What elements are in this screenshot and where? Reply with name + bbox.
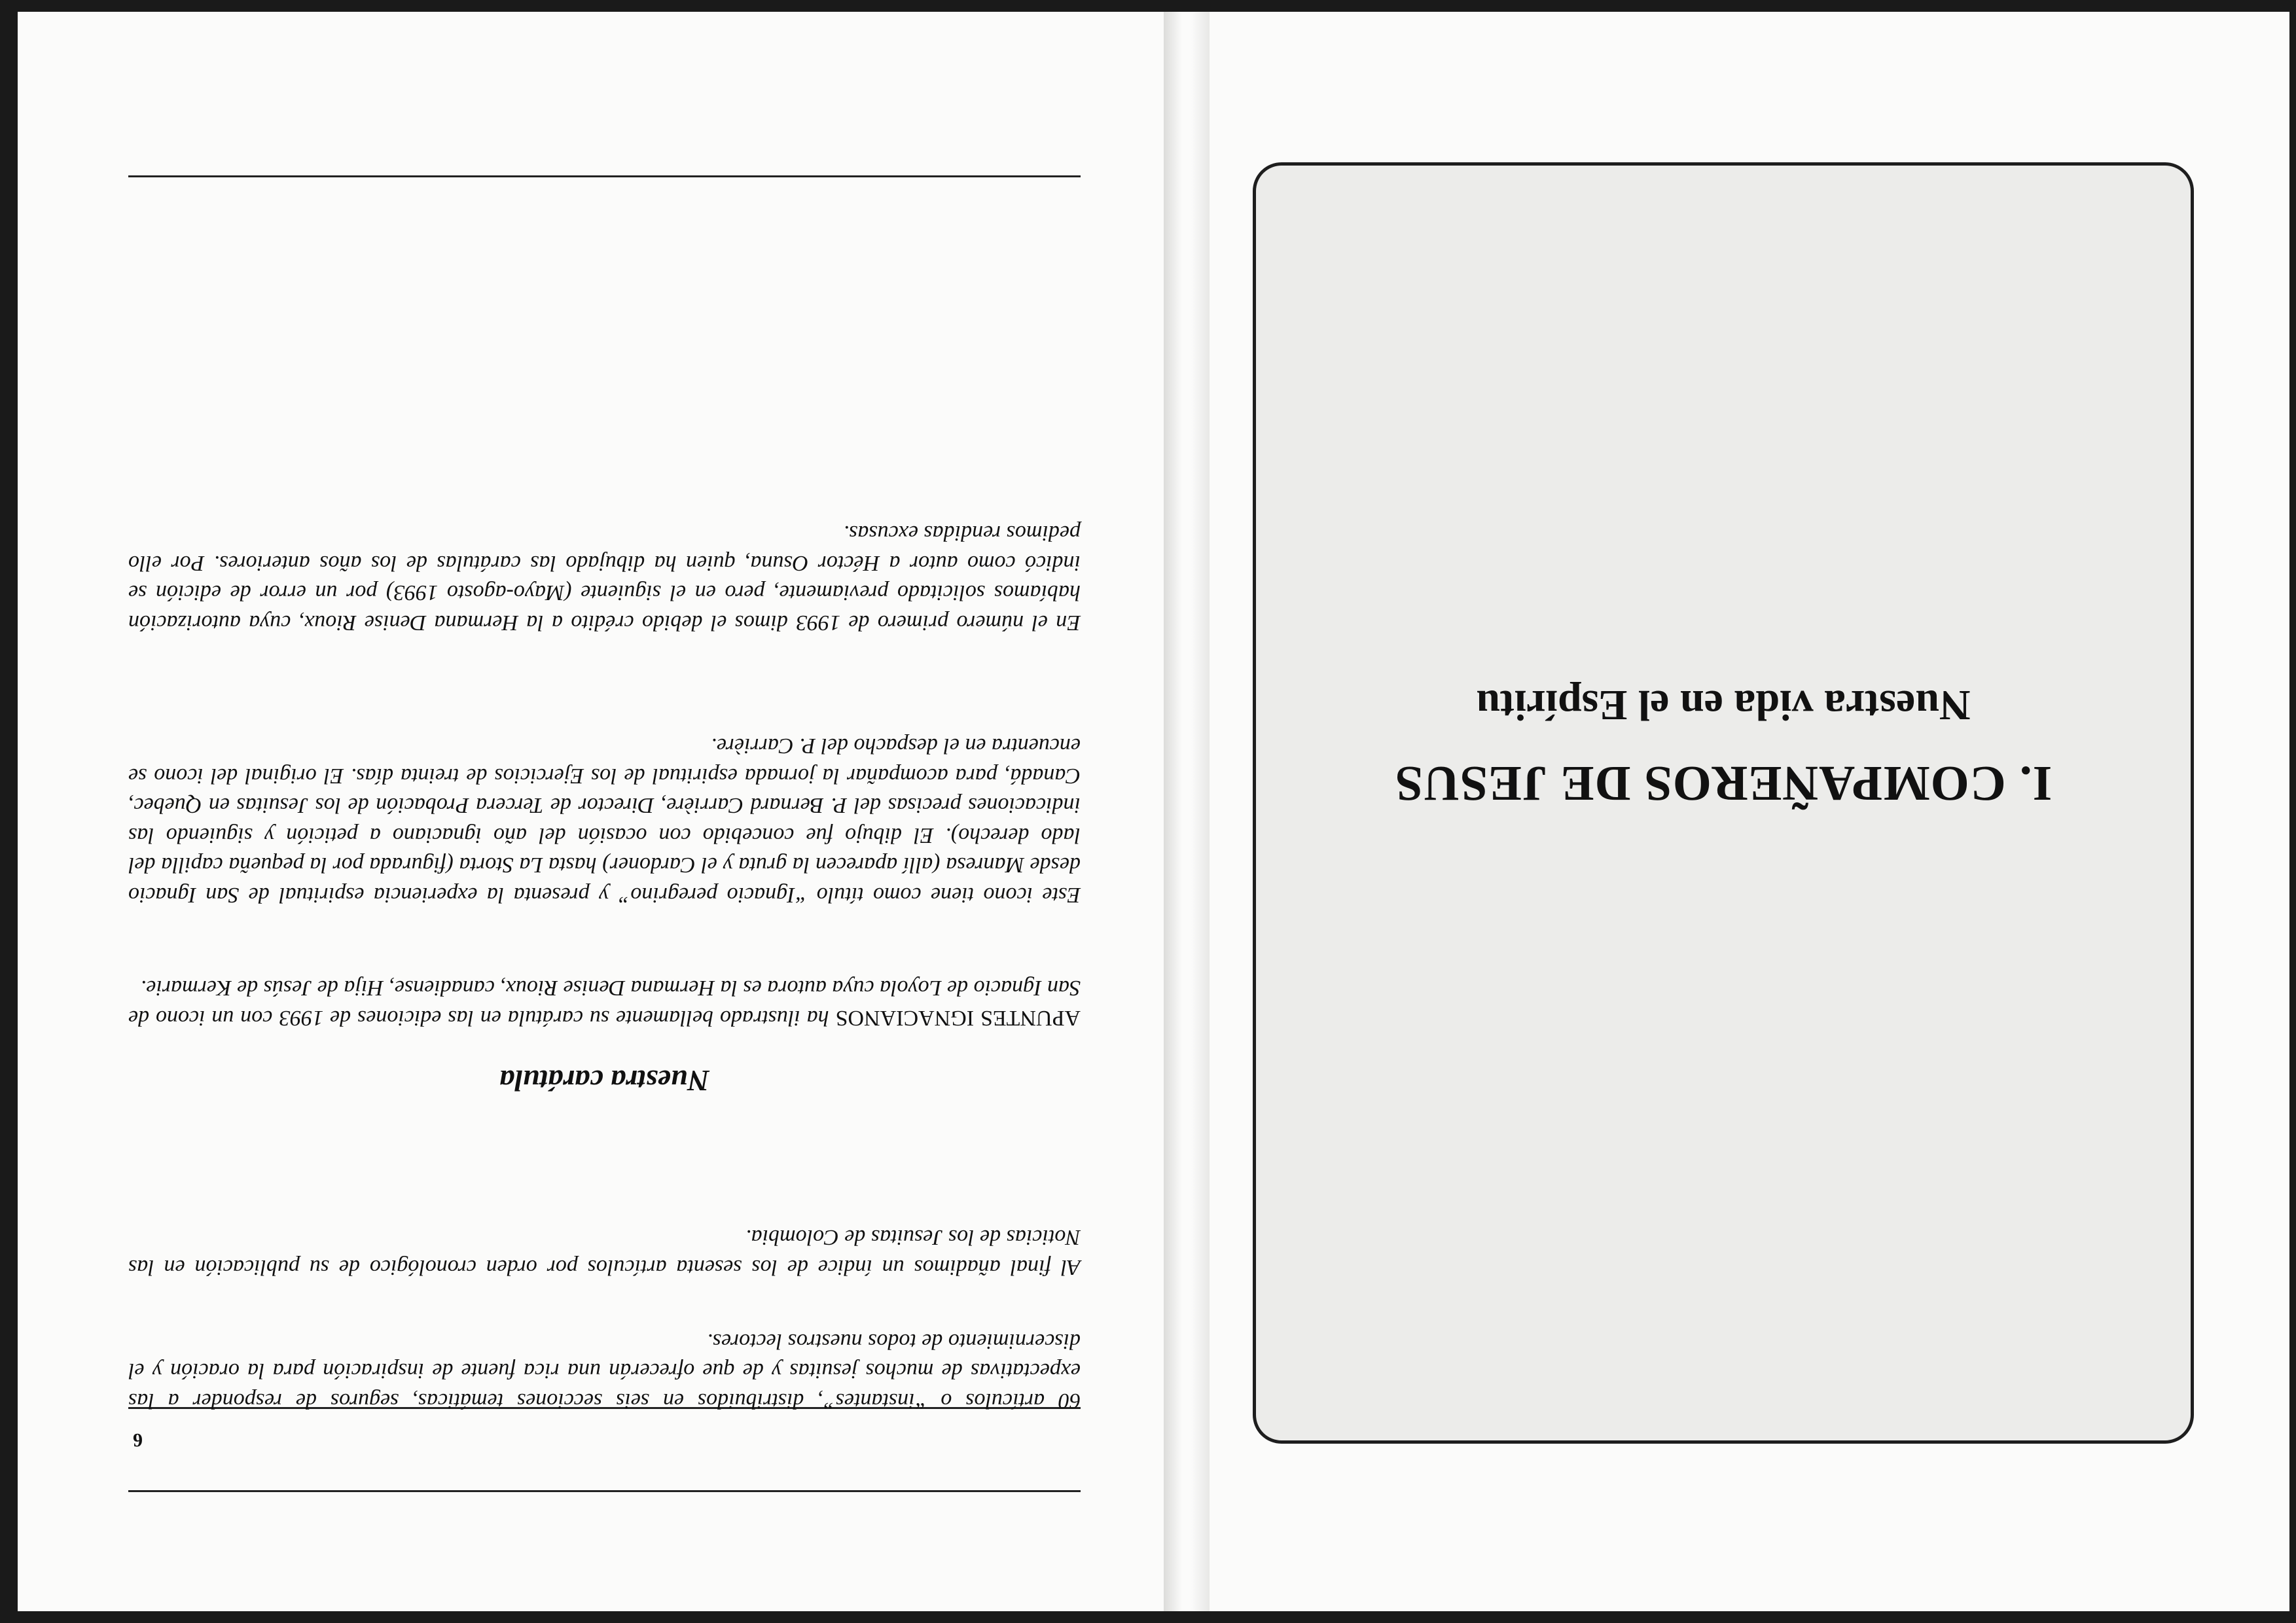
paragraph-icon	[128, 731, 1081, 910]
left-page-section-card	[1199, 12, 2289, 1611]
paragraph-text: Este icono tiene como título “Ignacio peregrino” y presenta la experiencia espiritual de San Ignacio desde Manresa (allí aparecen la gruta y el Cardoner) hasta La Storta (figurada por la pequeña capilla del lado derecho). El dibujo fue concebido con ocasión del año ignaciano a petición y siguiendo las indicaciones precisas del P. Bernard Carrière, Director de Tercera Probación de los Jesuitas en Quebec, Canadá, para acompañar la jornada espiritual de los Ejercicios de treinta días. El original del icono se encuentra en el despacho del P. Carrière.	[128, 734, 1081, 907]
page-number: 6	[133, 1429, 143, 1451]
section-title: I. COMPAÑEROS DE JESUS	[1394, 756, 2053, 811]
section-title-card	[1253, 162, 2194, 1444]
section-heading: Nuestra carátula	[499, 1064, 709, 1097]
book-gutter	[1164, 12, 1210, 1611]
paragraph-articles	[128, 1327, 1081, 1416]
paragraph-text: En el número primero de 1993 dimos el debido crédito a la Hermana Denise Rioux, cuya autorización habíamos solicitado previamente, pero en el siguiente (Mayo-agosto 1993) por un error de edición se indicó como autor a Héctor Osuna, quien ha dibujado las carátulas de los años anteriores. Por ello pedimos rendidas excusas.	[128, 521, 1081, 635]
paragraph-credit	[128, 518, 1081, 637]
paragraph-index	[128, 1222, 1081, 1282]
paragraph-text: ha ilustrado bellamente su carátula en las ediciones de 1993 con un icono de San Ignacio de Loyola cuya autora es la Hermana Denise Rioux, canadiense, Hija de Jesús de Kermarie.	[128, 976, 1081, 1030]
footer-rule	[128, 175, 1081, 177]
paragraph-cover	[128, 973, 1081, 1033]
publication-name: APUNTES IGNACIANOS	[835, 1006, 1081, 1030]
header-rule-top	[128, 1490, 1081, 1492]
paragraph-text: Al final añadimos un índice de los sesenta artículos por orden cronológico de su publicación en las Noticias de los Jesuitas de Colombia.	[128, 1225, 1081, 1279]
paragraph-text: 60 artículos o “instantes”, distribuidos en seis secciones temáticas, seguros de responder a las expectativas de muchos jesuitas y de que ofrecerán una rica fuente de inspiración para la oración y el discernimiento de todos nuestros lectores.	[128, 1329, 1081, 1413]
section-subtitle: Nuestra vida en el Espíritu	[1476, 681, 1971, 729]
